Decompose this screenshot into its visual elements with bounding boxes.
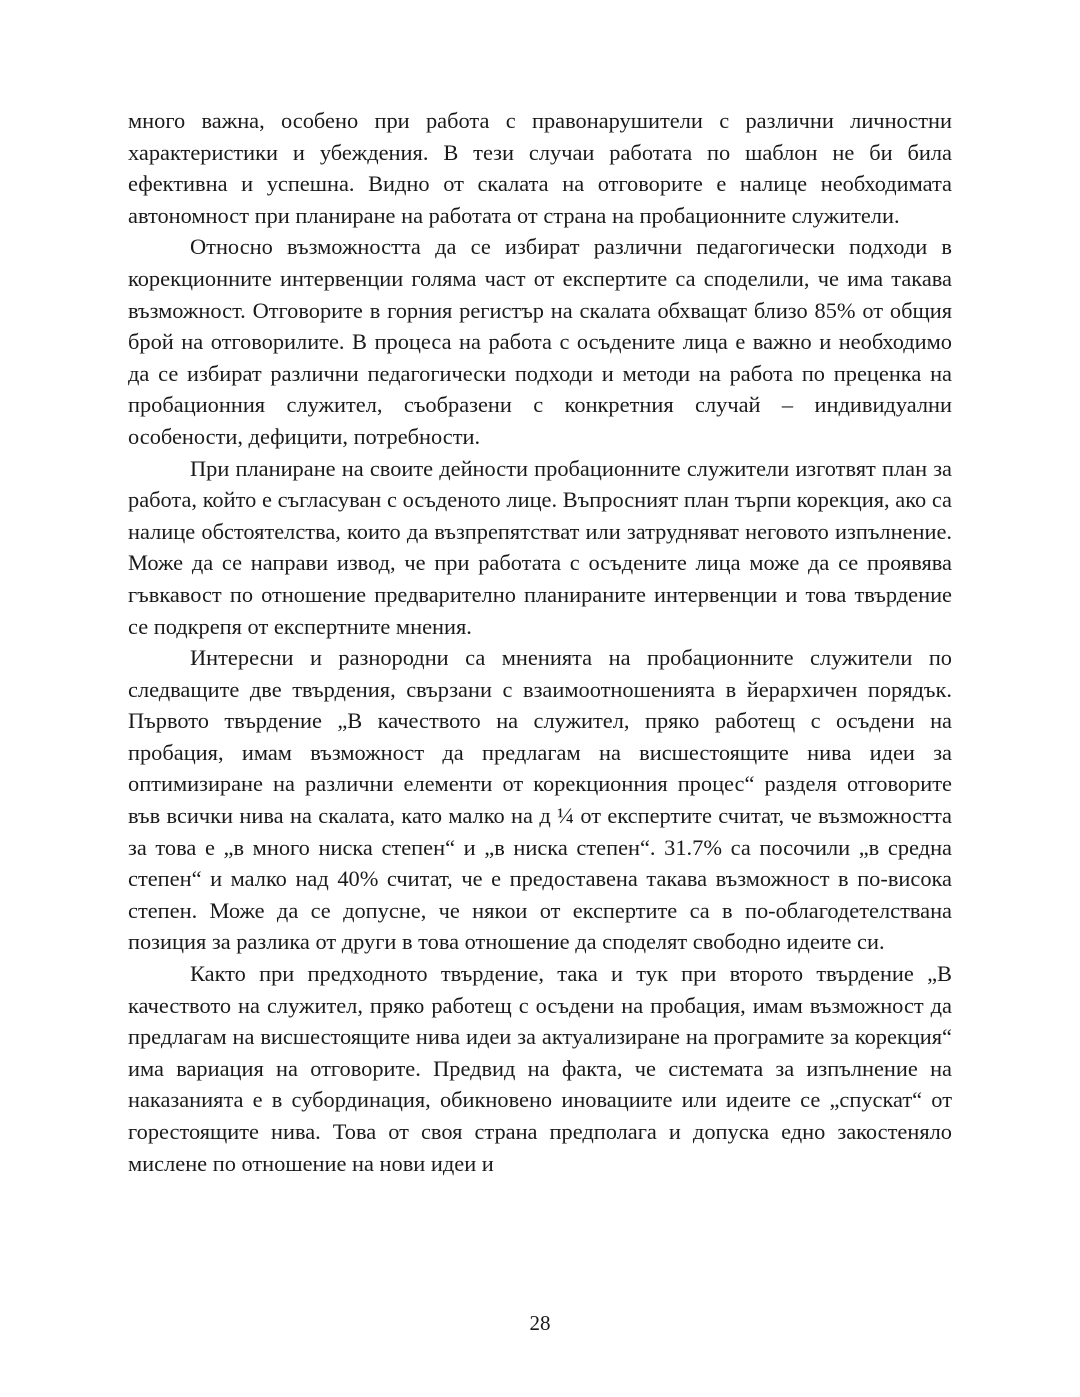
body-text xyxy=(128,105,952,1179)
paragraph-first-statement: Интересни и разнородни са мненията на пробационните служители по следващите две твърдения, свързани с взаимоотношенията в йерархичен порядък. Първото твърдение „В качеството на служител, пряко работещ с осъдени на пробация, имам възможност да предлагам на висшестоящите нива идеи за оптимизиране на различни елементи от корекционния процес“ разделя отговорите във всички нива на скалата, като малко на д ¼ от експертите считат, че възможността за това е „в много ниска степен“ и „в ниска степен“. 31.7% са посочили „в средна степен“ и малко над 40% считат, че е предоставена такава възможност в по-висока степен. Може да се допусне, че някои от експертите са в по-облагодетелствана позиция за разлика от други в това отношение да споделят свободно идеите си. xyxy=(128,645,952,955)
paragraph-second-statement: Както при предходното твърдение, така и тук при второто твърдение „В качеството на служител, пряко работещ с осъдени на пробация, имам възможност да предлагам на висшестоящите нива идеи за актуализиране на програмите за корекция“ има вариация на отговорите. Предвид на факта, че системата за изпълнение на наказанията е в субординация, обикновено иновациите или идеите се „спускат“ от горестоящите нива. Това от своя страна предполага и допуска едно закостеняло мислене по отношение на нови идеи и xyxy=(128,961,952,1176)
paragraph-work-plan: При планиране на своите дейности пробационните служители изготвят план за работа, който е съгласуван с осъденото лице. Въпросният план търпи корекция, ако са налице обстоятелства, които да възпрепятстват или затрудняват неговото изпълнение. Може да се направи извод, че при работата с осъдените лица може да се проявява гъвкавост по отношение предварително планираните интервенции и това твърдение се подкрепя от експертните мнения. xyxy=(128,455,952,639)
page-number: 28 xyxy=(529,1311,551,1335)
paragraph-continuation: много важна, особено при работа с правонарушители с различни личностни характеристики и убеждения. В тези случаи работата по шаблон не би била ефективна и успешна. Видно от скалата на отговорите е налице необходимата автономност при планиране на работата от страна на пробационните служители. xyxy=(128,108,952,228)
paragraph-pedagogical-approaches: Относно възможността да се избират различни педагогически подходи в корекционните интервенции голяма част от експертите са споделили, че има такава възможност. Отговорите в горния регистър на скалата обхващат близо 85% от общия брой на отговорилите. В процеса на работа с осъдените лица е важно и необходимо да се избират различни педагогически подходи и методи на работа по преценка на пробационния служител, съобразени с конкретния случай – индивидуални особености, дефицити, потребности. xyxy=(128,234,952,449)
